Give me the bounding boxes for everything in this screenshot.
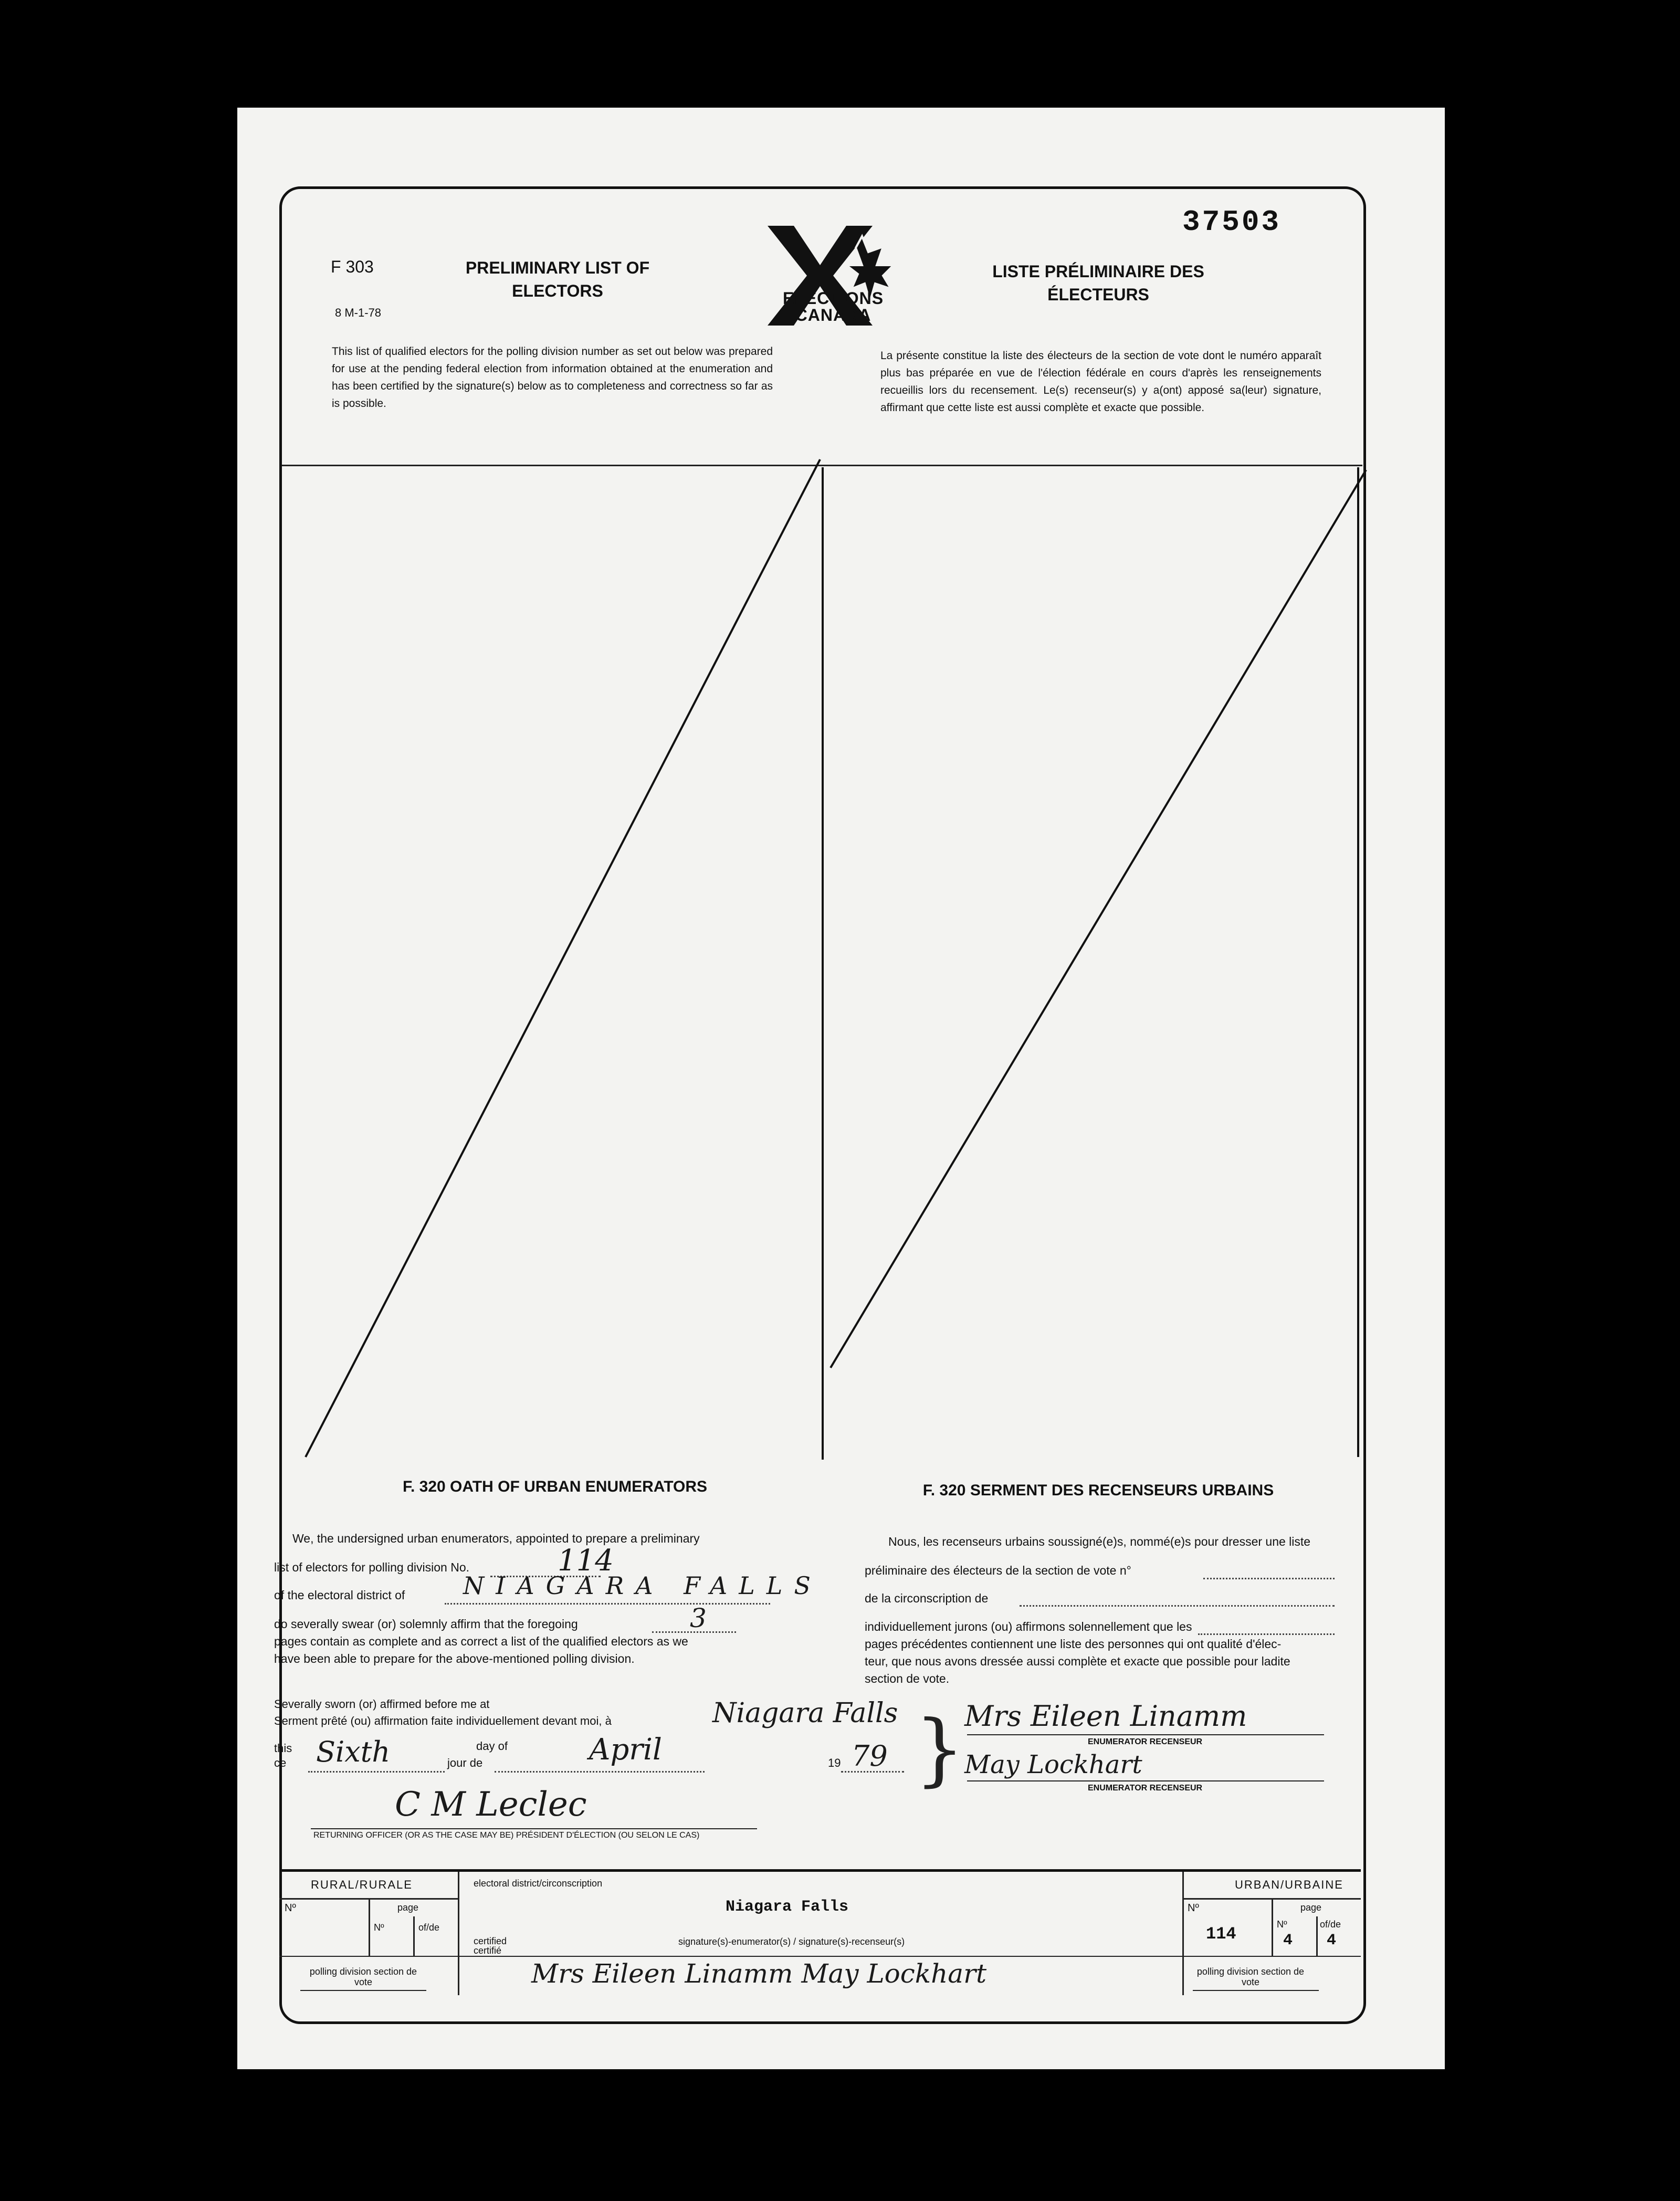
fr-district-field <box>1020 1605 1335 1607</box>
day-hand: Sixth <box>316 1735 391 1768</box>
sworn-line1: Severally sworn (or) affirmed before me at <box>274 1697 490 1711</box>
rural-label: RURAL/RURALE <box>311 1878 413 1891</box>
enumerator2-line <box>967 1780 1324 1781</box>
title-french: LISTE PRÉLIMINAIRE DES ÉLECTEURS <box>992 262 1204 304</box>
enumerator1-signature: Mrs Eileen Linamm <box>964 1700 1247 1733</box>
oath-english-title: F. 320 OATH OF URBAN ENUMERATORS <box>402 1478 708 1495</box>
footer-table <box>279 1869 1361 1995</box>
ce-label: ce <box>274 1756 287 1769</box>
logo-text: ELECTIONS CANADA <box>782 289 884 324</box>
electoral-district-value: Niagara Falls <box>726 1898 849 1916</box>
oath-fr-line2: préliminaire des électeurs de la section de vote n° <box>865 1564 1131 1577</box>
polling-division-hand: 114 <box>558 1544 614 1578</box>
polling-division-line-right <box>1193 1990 1319 1991</box>
this-label: this <box>274 1742 292 1755</box>
footer-col-right <box>1182 1872 1184 1995</box>
polling-division-line-left <box>300 1990 426 1991</box>
intro-french: La présente constitue la liste des électeurs de la section de vote dont le numéro apparaît plus bas préparée en vue de l'élection fédérale en cours d'après les renseignements recueillis lors du recensement. Le(s) recenseur(s) y a(ont) apposé sa(leur) signature, affirmant que cette liste est aussi complète et exacte que possible. <box>880 350 1321 414</box>
returning-officer-signature: C M Leclec <box>395 1785 587 1824</box>
form-page <box>237 108 1445 2069</box>
footer-urban-sub1 <box>1272 1898 1273 1956</box>
oath-en-line3: of the electoral district of <box>274 1588 405 1602</box>
district-hand: NIAGARA FALLS <box>463 1571 822 1600</box>
oath-fr-line4: individuellement jurons (ou) affirmons solennellement que les <box>865 1620 1192 1633</box>
oath-fr-line5: pages précédentes contiennent une liste des personnes qui ont qualité d'élec- <box>865 1637 1282 1651</box>
intro-english: This list of qualified electors for the polling division number as set out below was prepared for use at the pending federal election from information obtained at the enumeration and has been certified by the signature(s) below as to completeness and correctness so far as is possible. <box>332 345 773 410</box>
rural-of-label: of/de <box>418 1922 440 1933</box>
oath-fr-line3: de la circonscription de <box>865 1591 989 1605</box>
pages-hand: 3 <box>690 1603 707 1633</box>
form-number: F 303 <box>331 257 374 276</box>
district-field <box>445 1603 770 1605</box>
oath-en-line1: We, the undersigned urban enumerators, appointed to prepare a preliminary <box>292 1532 700 1545</box>
footer-mid-line <box>279 1956 1361 1957</box>
year-prefix: 19 <box>828 1756 841 1769</box>
footer-signatures: Mrs Eileen Linamm May Lockhart <box>531 1958 987 1989</box>
month-hand: April <box>589 1733 662 1767</box>
year-field <box>841 1771 904 1773</box>
oath-en-line4: do severally swear (or) solemnly affirm that the foregoing <box>274 1617 578 1631</box>
footer-urban-sub2 <box>1316 1916 1318 1956</box>
urban-page-label: page <box>1300 1902 1322 1913</box>
rural-page-label: page <box>397 1902 419 1913</box>
fr-section-field <box>1203 1578 1335 1579</box>
serial-number: 37503 <box>1182 205 1282 239</box>
rural-page-no-label: Nº <box>374 1922 384 1933</box>
day-field <box>308 1771 445 1773</box>
oath-en-line5: pages contain as complete and as correct a list of the qualified electors as we <box>274 1634 688 1648</box>
place-hand: Niagara Falls <box>712 1697 898 1729</box>
urban-page-no-label: Nº <box>1277 1919 1287 1930</box>
urban-no-value: 114 <box>1206 1924 1236 1944</box>
rural-no-label: Nº <box>285 1902 296 1914</box>
footer-rural-sub2 <box>413 1916 415 1956</box>
enumerator1-label: ENUMERATOR RECENSEUR <box>1088 1737 1203 1746</box>
signatures-label: signature(s)-enumerator(s) / signature(s)-recenseur(s) <box>678 1936 905 1947</box>
title-english: PRELIMINARY LIST OF ELECTORS <box>465 258 650 300</box>
urban-of-label: of/de <box>1320 1919 1341 1930</box>
form-date: 8 M-1-78 <box>335 306 382 319</box>
oath-fr-line7: section de vote. <box>865 1672 950 1685</box>
brace: } <box>915 1704 965 1795</box>
footer-rural-sub1 <box>369 1898 370 1956</box>
polling-division-label: polling division section de vote <box>309 1966 417 1987</box>
oath-fr-line1: Nous, les recenseurs urbains soussigné(e)s, nommé(e)s pour dresser une liste <box>888 1535 1311 1548</box>
electoral-district-label: electoral district/circonscription <box>474 1878 603 1889</box>
oath-french-title: F. 320 SERMENT DES RECENSEURS URBAINS <box>922 1482 1274 1499</box>
returning-officer-line <box>311 1828 757 1829</box>
enumerator2-signature: May Lockhart <box>964 1750 1142 1779</box>
fr-pages-field <box>1198 1633 1335 1635</box>
month-field <box>495 1771 705 1773</box>
urban-no-label: Nº <box>1188 1902 1199 1914</box>
year-hand: 79 <box>852 1739 888 1773</box>
certified-label: certified certifié <box>474 1936 507 1956</box>
urban-label: URBAN/URBAINE <box>1235 1878 1343 1891</box>
returning-officer-label: RETURNING OFFICER (OR AS THE CASE MAY BE) PRÉSIDENT D'ÉLECTION (OU SELON LE CAS) <box>313 1831 700 1840</box>
urban-of-value: 4 <box>1327 1932 1337 1950</box>
enumerator2-label: ENUMERATOR RECENSEUR <box>1088 1784 1203 1793</box>
jour-de-label: jour de <box>447 1756 483 1769</box>
footer-col-left <box>458 1872 459 1995</box>
sworn-line2: Serment prêté (ou) affirmation faite individuellement devant moi, à <box>274 1714 612 1727</box>
oath-en-line2: list of electors for polling division No. <box>274 1560 469 1574</box>
urban-polling-division-label: polling division section de vote <box>1196 1966 1305 1987</box>
urban-page-value: 4 <box>1283 1932 1293 1950</box>
oath-fr-line6: teur, que nous avons dressée aussi complète et exacte que possible pour ladite <box>865 1654 1290 1668</box>
day-of-label: day of <box>476 1739 508 1753</box>
oath-en-line6: have been able to prepare for the above-mentioned polling division. <box>274 1652 635 1665</box>
cancel-lines <box>237 108 1445 2069</box>
enumerator1-line <box>967 1734 1324 1735</box>
